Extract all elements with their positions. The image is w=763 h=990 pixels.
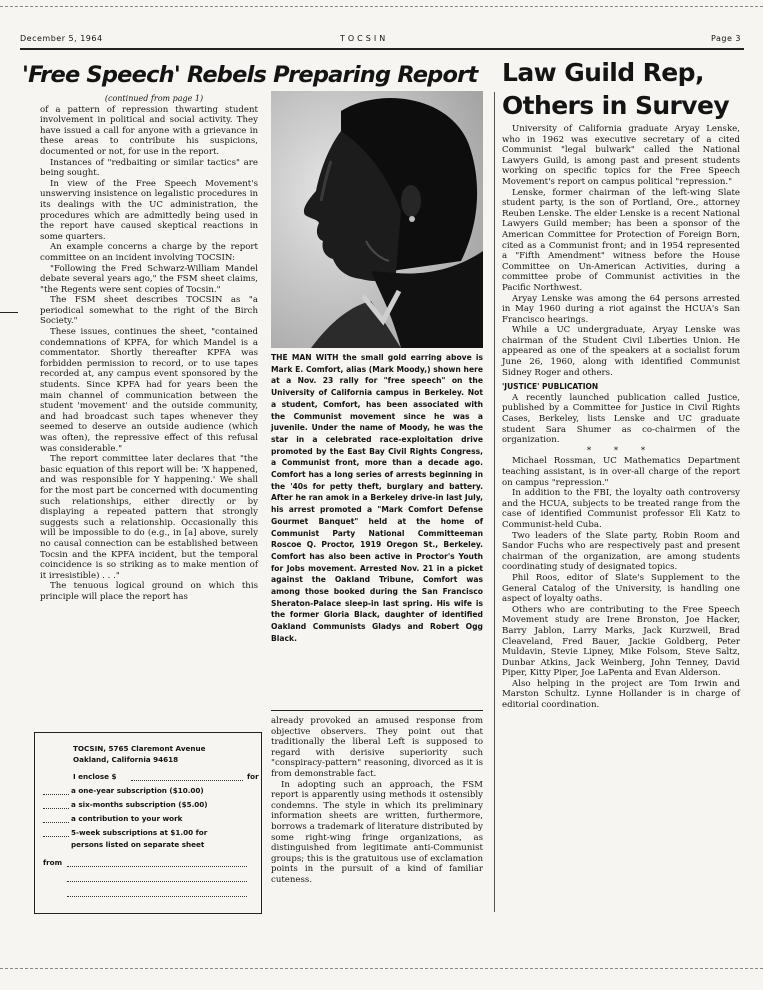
article-paragraph: In addition to the FBI, the loyalty oath controversy and the HCUA, subjects to be treated range from the case of identified Communist professor Eli Katz to Communist-held Cuba.: [502, 488, 740, 530]
article-paragraph: Instances of "redbaiting or similar tactics" are being sought.: [40, 157, 258, 179]
caption-rule: [271, 710, 483, 711]
portrait-image: [271, 91, 483, 348]
article-paragraph: A recently launched publication called Justice, published by a Committee for Justice in Civil Rights Cases, Berkeley, lists Lenske and UC graduate student Sara Shumer as co-chairmen of the organization.: [502, 392, 740, 446]
article-paragraph: Others who are contributing to the Free Speech Movement study are Irene Bronston, Joe Hacker, Barry Jablon, Larry Marks, Jack Kurzweil, Brad Cleaveland, Fred Bauer, Jackie Goldberg, Peter Muldavin, Stevie Lipney, Mike Folsom, Steve Saltz, Dunbar Atkins, Jack Weinberg, John Tenney, David Piper, Kitty Piper, Joe LaPenta and Evan Alderson.: [502, 604, 740, 679]
section-subhead: 'JUSTICE' PUBLICATION: [502, 382, 599, 392]
coupon-address-line1: TOCSIN, 5765 Claremont Avenue: [73, 744, 206, 753]
coupon-option: a six-months subscription ($5.00): [71, 800, 208, 809]
article-paragraph: These issues, continues the sheet, "contained condemnations of KPFA, for which Mandel is a commentator. Shortly thereafter KPFA was forbidden permission to record, or to use tapes recorded at, any campus event sponsored by the students. Since KPFA had for years been the main channel of communication between the student 'movement' and the outside community, and had broadcast such tapes whenever they seemed to deserve an outside audience (which was often), the repressive effect of this refusal was considerable.": [40, 327, 258, 454]
coupon-for-label: for: [247, 772, 259, 781]
article-paragraph: The report committee later declares that "the basic equation of this report will be: 'X happened, and was responsible for Y happening.' We shall for the most part be concerned with documenting such relationships, either directly or by displaying a repeated pattern that strongly suggests such a relationship. Occasionally this will be impossible to do (e.g., in [a] above, surely no causal connection can be established between Tocsin and the KPFA incident, but the temporal coincidence is so striking as to make mention of it irresistible) . . .": [40, 454, 258, 581]
from-address-field[interactable]: [67, 881, 247, 882]
article-paragraph: of a pattern of repression thwarting student involvement in political and social activity. They have issued a call for anyone with a grievance in these areas to contribute his suspicions, documented or not, for use in the report.: [40, 104, 258, 157]
left-article-column: [40, 94, 258, 603]
subscription-coupon: [34, 732, 262, 914]
coupon-option: a one-year subscription ($10.00): [71, 786, 204, 795]
photo-caption: THE MAN WITH the small gold earring above is Mark E. Comfort, alias (Mark Moody,) shown here at a Nov. 23 rally for "free speech" on the University of California campus in Berkeley. Not a student, Comfort, has been associated with the Communist movement since he was a juvenile. Under the name of Moody, he was the star in a celebrated race-exploitation drive promoted by the East Bay Civil Rights Congress, a Communist front, more than a decade ago. Comfort has a long series of arrests beginning in the '40s for petty theft, burglary and battery. After he ran amok in a Berkeley drive-in last July, his arrest promoted a "Mark Comfort Defense Gourmet Banquet" held at the home of Communist Party National Committeeman Roscoe Q. Proctor, 1919 Oregon St., Berkeley. Comfort has also been active in Proctor's Youth for Jobs movement. Arrested Nov. 21 in a picket against the Oakland Tribune, Comfort was among those booked during the San Francisco Sheraton-Palace sleep-in last spring. His wife is the former Gloria Black, daughter of identified Oakland Communists Gladys and Robert Ogg Black.: [271, 353, 483, 643]
coupon-enclose-label: I enclose $: [73, 772, 117, 781]
article-paragraph: Also helping in the project are Tom Irwin and Marston Schultz. Lynne Hollander is in charge of editorial coordination.: [502, 678, 740, 711]
article-paragraph: Aryay Lenske was among the 64 persons arrested in May 1960 during a riot against the HCUA's San Francisco hearings.: [502, 293, 740, 325]
section-break-stars: * * *: [586, 445, 656, 456]
article-paragraph: Two leaders of the Slate party, Robin Room and Sandor Fuchs who are respectively past and present chairman of the organization, are among students coordinating study of designated topics.: [502, 530, 740, 573]
issue-date: December 5, 1964: [20, 34, 103, 43]
left-headline: 'Free Speech' Rebels Preparing Report: [22, 62, 478, 88]
article-paragraph: "Following the Fred Schwarz-William Mandel debate several years ago," the FSM sheet claims, "the Regents were sent copies of Tocsin.": [40, 263, 258, 295]
continued-note: (continued from page 1): [104, 94, 204, 103]
right-article-column: [502, 124, 740, 711]
right-headline: Law Guild Rep, Others in Survey: [502, 58, 730, 120]
article-paragraph: University of California graduate Aryay Lenske, who in 1962 was executive secretary of a cited Communist "legal bulwark" called the National Lawyers Guild, is among past and present students working on specific topics for the Free Speech Movement's report on campus political "repression.": [502, 124, 740, 187]
article-paragraph: Lenske, former chairman of the left-wing Slate student party, is the son of Portland, Ore., attorney Reuben Lenske. The elder Lenske is a recent National Lawyers Guild member; has been a sponsor of the American Committee for Protection of Foreign Born, cited as a Communist front; and in 1954 represented a "Fifth Amendment" witness before the House Committee on Un-American Activities, during a committee probe of Communist activities in the Pacific Northwest.: [502, 187, 740, 293]
masthead-title: TOCSIN: [340, 34, 389, 43]
coupon-option: a contribution to your work: [71, 814, 183, 823]
option-checkline[interactable]: [43, 794, 69, 795]
article-paragraph: While a UC undergraduate, Aryay Lenske was chairman of the Student Civil Liberties Union. He appeared as one of the speakers at a socialist forum June 26, 1960, along with identified Communist Sidney Roger and others.: [502, 325, 740, 378]
margin-mark: [0, 312, 18, 313]
column-divider: [494, 92, 495, 912]
option-checkline[interactable]: [43, 822, 69, 823]
article-paragraph: The tenuous logical ground on which this principle will place the report has: [40, 581, 258, 602]
article-paragraph: Michael Rossman, UC Mathematics Department teaching assistant, is in over-all charge of the report on campus "repression.": [502, 456, 740, 488]
option-checkline[interactable]: [43, 808, 69, 809]
portrait-photo: [271, 91, 483, 348]
top-edge-line: [0, 6, 763, 7]
continuation-column: [271, 716, 483, 886]
article-paragraph: Phil Roos, editor of Slate's Supplement to the General Catalog of the University, is handling one aspect of loyalty oaths.: [502, 572, 740, 605]
article-paragraph: In view of the Free Speech Movement's unswerving insistence on legalistic procedures in its dealings with the UC administration, the procedures which are admittedly being used in the report have caused skeptical reactions in some quarters.: [40, 178, 258, 242]
article-paragraph: The FSM sheet describes TOCSIN as "a periodical somewhat to the right of the Birch Society.": [40, 295, 258, 327]
article-paragraph: In adopting such an approach, the FSM report is apparently using methods it ostensibly condemns. The style in which its preliminary information sheets are written, furthermore, borrows a trademark of literature distributed by some right-wing fringe organizations, as distinguished from legitimate anti-Communist groups; this is the gratuitous use of exclamation points in the pursuit of a kind of familiar cuteness.: [271, 779, 483, 885]
option-checkline[interactable]: [43, 836, 69, 837]
coupon-address-line2: Oakland, California 94618: [73, 755, 179, 764]
article-paragraph: An example concerns a charge by the report committee on an incident involving TOCSIN:: [40, 242, 258, 263]
coupon-option-note: persons listed on separate sheet: [71, 840, 205, 849]
from-name-field[interactable]: [67, 866, 247, 867]
coupon-option: 5-week subscriptions at $1.00 for: [71, 828, 208, 837]
coupon-from-label: from: [43, 858, 63, 867]
article-paragraph: already provoked an amused response from objective observers. They point out that traditionally the liberal Left is supposed to regard with derisive superiority such "conspiracy-pattern" reasoning, divorced as it is from demonstrable fact.: [271, 716, 483, 779]
page-number: Page 3: [711, 34, 741, 43]
amount-field[interactable]: [131, 780, 243, 781]
header-rule: [20, 48, 744, 50]
from-city-field[interactable]: [67, 896, 247, 897]
bottom-edge-line: [0, 968, 763, 969]
